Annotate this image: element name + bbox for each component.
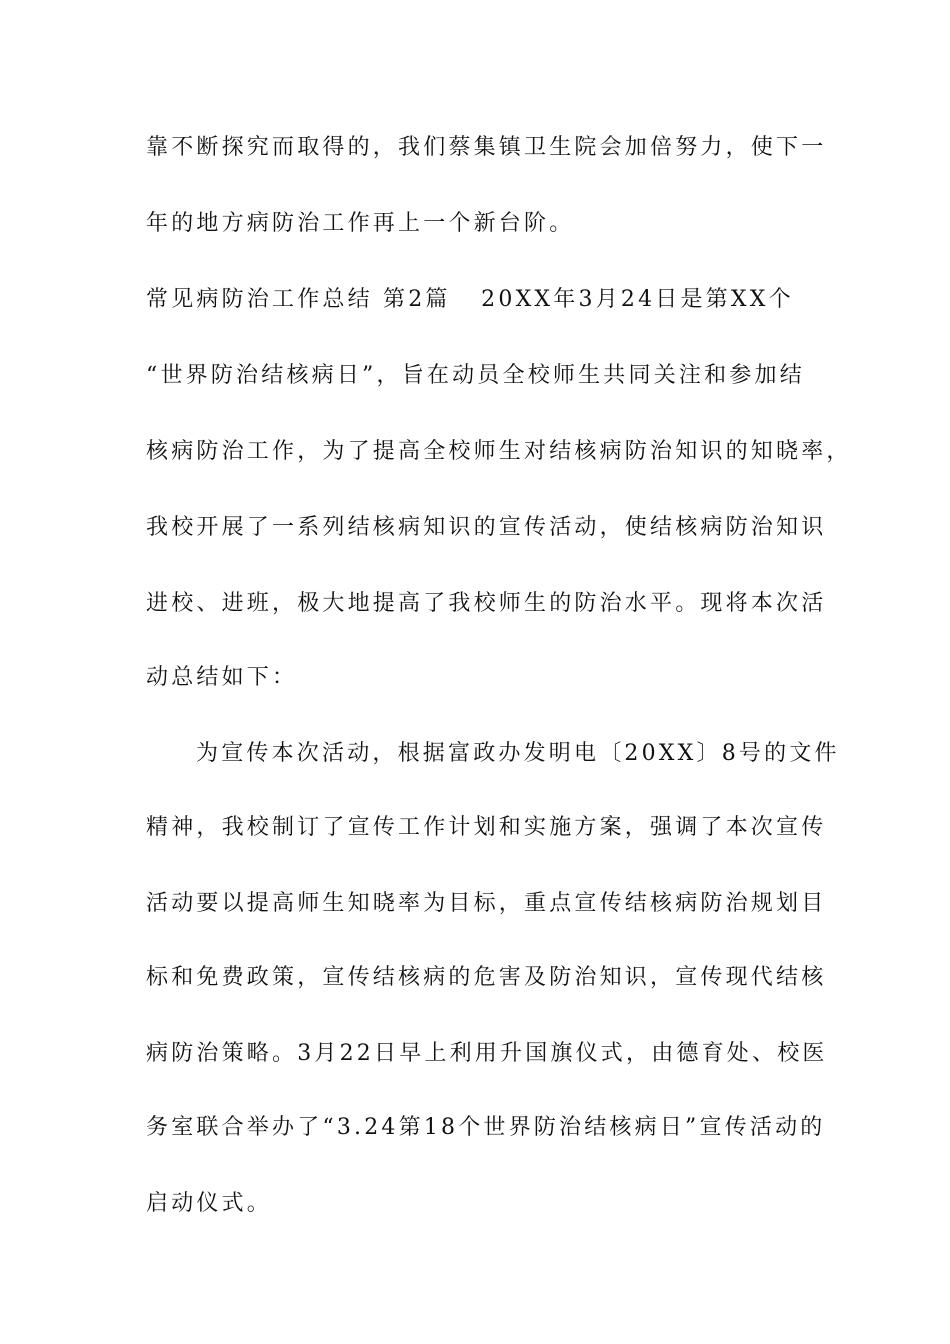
text-line: “世界防治结核病日”，旨在动员全校师生共同关注和参加结 <box>146 363 805 388</box>
text-line: 启动仪式。 <box>146 1191 273 1216</box>
text-line: 年的地方病防治工作再上一个新台阶。 <box>146 211 575 236</box>
text-line: 靠不断探究而取得的，我们蔡集镇卫生院会加倍努力，使下一 <box>146 135 827 160</box>
text-line: 精神，我校制订了宣传工作计划和实施方案，强调了本次宣传 <box>146 815 827 840</box>
paragraph-first-line: 为宣传本次活动，根据富政办发明电〔20XX〕8号的文件 <box>196 741 840 766</box>
text-line: 标和免费政策，宣传结核病的危害及防治知识，宣传现代结核 <box>146 965 827 990</box>
section-heading-line: 常见病防治工作总结 第2篇 20XX年3月24日是第XX个 <box>146 287 794 312</box>
text-line: 动总结如下： <box>146 665 298 690</box>
text-line: 务室联合举办了“3.24第18个世界防治结核病日”宣传活动的 <box>146 1115 826 1140</box>
text-line: 病防治策略。3月22日早上利用升国旗仪式，由德育处、校医 <box>146 1041 828 1066</box>
text-line: 活动要以提高师生知晓率为目标，重点宣传结核病防治规划目 <box>146 891 827 916</box>
text-line: 核病防治工作，为了提高全校师生对结核病防治知识的知晓率， <box>146 439 852 464</box>
text-line: 进校、进班，极大地提高了我校师生的防治水平。现将本次活 <box>146 591 827 616</box>
text-line: 我校开展了一系列结核病知识的宣传活动，使结核病防治知识 <box>146 515 827 540</box>
